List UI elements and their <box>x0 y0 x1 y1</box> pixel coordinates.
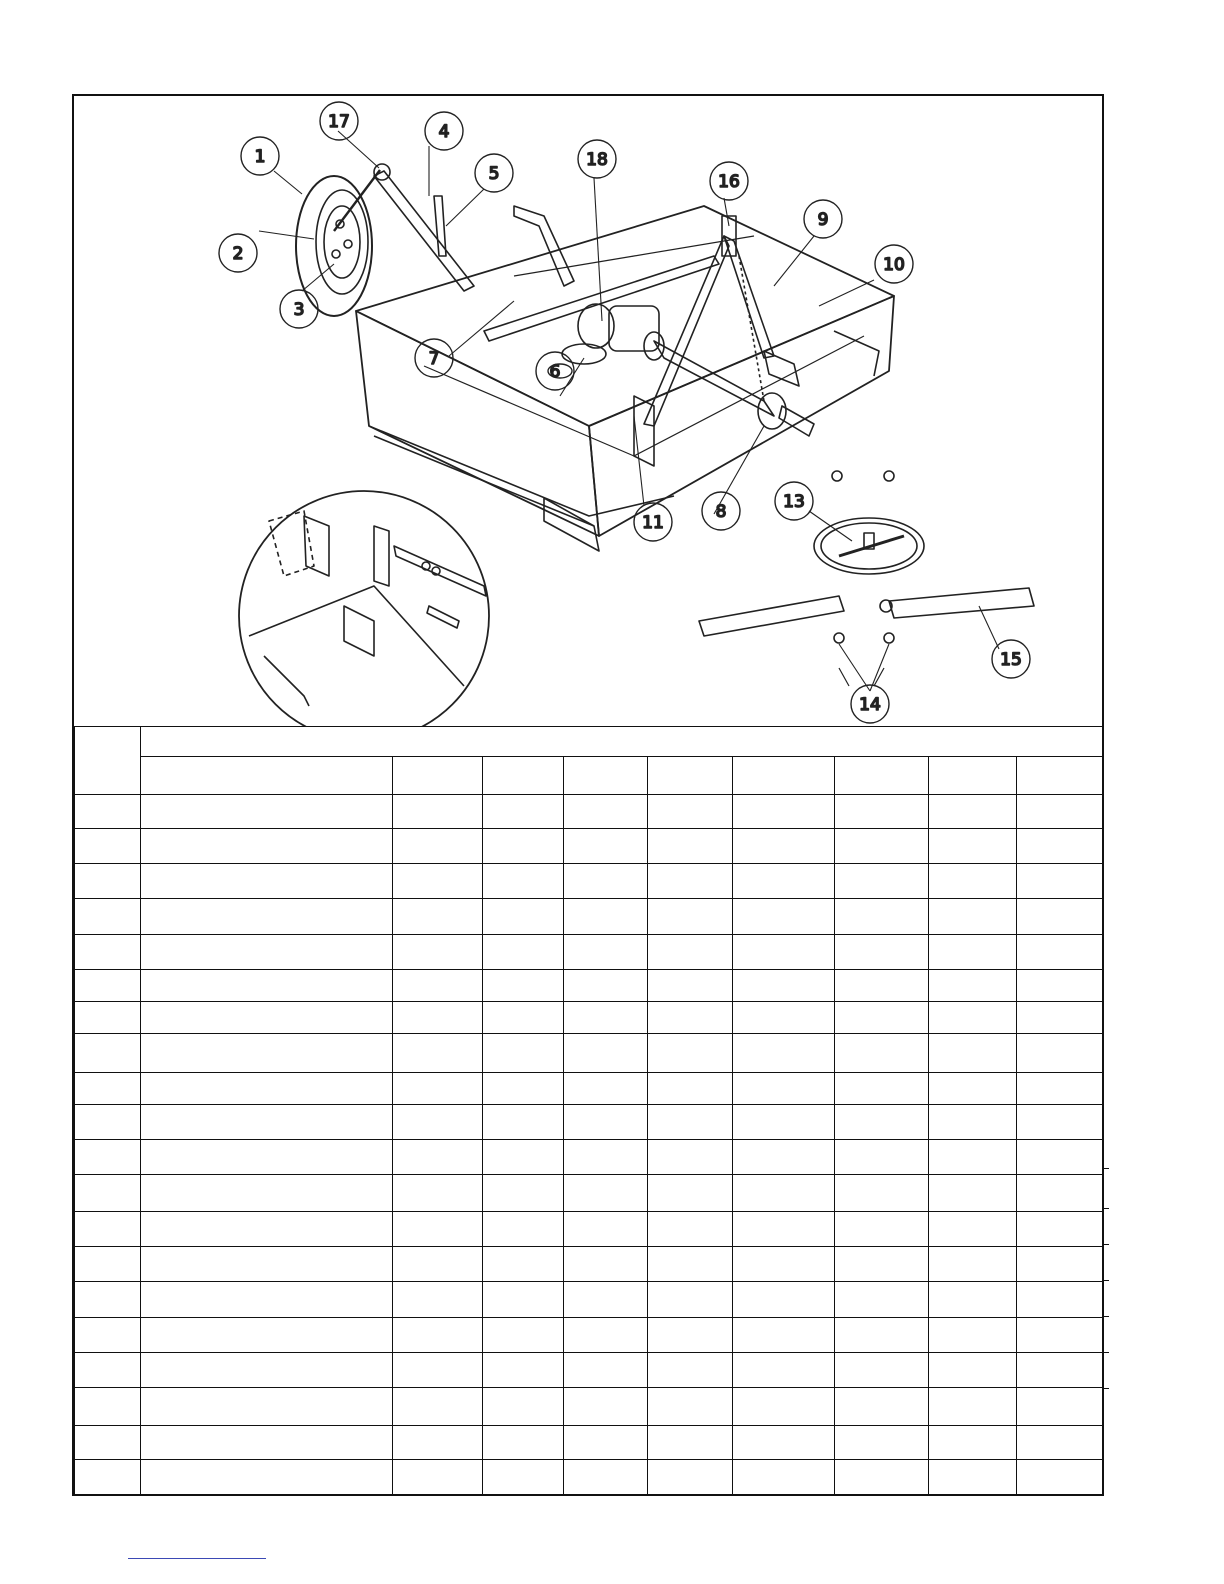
callout-label: 5 <box>488 164 500 184</box>
callout-label: 15 <box>1000 650 1022 670</box>
table-row <box>75 1387 1103 1425</box>
header-ref-cell <box>75 727 141 795</box>
page-frame <box>72 94 1104 1496</box>
table-row <box>75 1352 1103 1387</box>
table-row <box>75 970 1103 1002</box>
table-row <box>75 1246 1103 1281</box>
callout-label: 18 <box>586 150 608 170</box>
callout-label: 3 <box>293 300 305 320</box>
table-row <box>75 1459 1103 1495</box>
callout-label: 4 <box>438 122 450 142</box>
callout-label: 10 <box>883 255 905 275</box>
callout-circles <box>219 102 1030 723</box>
callout-label: 17 <box>328 112 350 132</box>
callout-leaders <box>259 131 999 691</box>
callout-label: 6 <box>549 362 561 382</box>
callout-label: 2 <box>232 244 244 264</box>
row-tick <box>1104 1244 1109 1245</box>
footer-link-underline <box>128 1558 266 1559</box>
table-row <box>75 1002 1103 1034</box>
table-row <box>75 1140 1103 1175</box>
table-row <box>75 1175 1103 1211</box>
row-tick <box>1104 1316 1109 1317</box>
table-row <box>75 1281 1103 1317</box>
callout-label: 1 <box>254 147 266 167</box>
gearbox-driveline <box>562 304 814 436</box>
parts-table <box>74 726 1103 1496</box>
table-row <box>75 935 1103 970</box>
parts-diagram <box>74 96 1102 726</box>
callout-label: 8 <box>715 502 727 522</box>
row-tick <box>1104 1168 1109 1169</box>
table-row <box>75 864 1103 899</box>
callout-label: 14 <box>859 695 881 715</box>
table-row <box>75 1034 1103 1073</box>
header-span-cell <box>141 727 1103 757</box>
row-tick <box>1104 1388 1109 1389</box>
table-header-row <box>75 727 1103 757</box>
callout-label: 13 <box>783 492 805 512</box>
callout-label: 11 <box>642 513 664 533</box>
callout-label: 16 <box>718 172 740 192</box>
table-row <box>75 899 1103 935</box>
frame-bars <box>374 171 719 341</box>
callout-labels <box>233 112 1022 715</box>
row-tick <box>1104 1352 1109 1353</box>
blade-assembly <box>699 471 1034 686</box>
table-row <box>75 1211 1103 1246</box>
row-tick <box>1104 1280 1109 1281</box>
table-row <box>75 795 1103 829</box>
table-row <box>75 1073 1103 1105</box>
table-row <box>75 829 1103 864</box>
table-row <box>75 1425 1103 1459</box>
table-subheader-row <box>75 757 1103 795</box>
inset-detail <box>239 491 489 726</box>
row-tick <box>1104 1208 1109 1209</box>
callout-label: 7 <box>428 349 440 369</box>
callout-label: 9 <box>817 210 829 230</box>
table-row <box>75 1317 1103 1352</box>
table-row <box>75 1105 1103 1140</box>
